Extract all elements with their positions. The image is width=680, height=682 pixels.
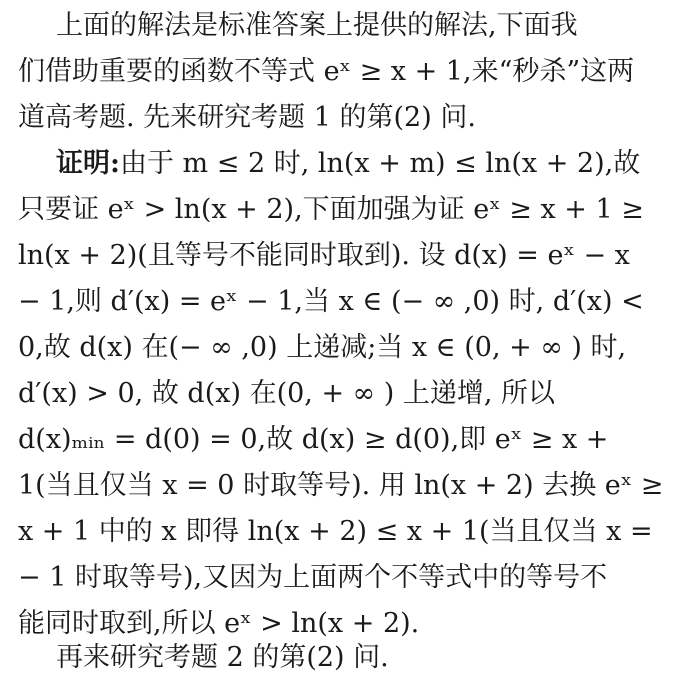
paragraph-line-3: 道高考题. 先来研究考题 1 的第(2) 问. (18, 102, 476, 133)
paragraph-last-line: 再来研究考题 2 的第(2) 问. (56, 642, 389, 673)
proof-line-2: 只要证 eˣ > ln(x + 2),下面加强为证 eˣ ≥ x + 1 ≥ (18, 194, 644, 225)
proof-line-4: − 1,则 d′(x) = eˣ − 1,当 x ∈ (− ∞ ,0) 时, d′(x) < (18, 286, 644, 317)
proof-line-10: − 1 时取等号),又因为上面两个不等式中的等号不 (18, 562, 608, 593)
proof-label: 证明: (56, 148, 120, 179)
proof-line-6: d′(x) > 0, 故 d(x) 在(0, + ∞ ) 上递增, 所以 (18, 378, 556, 409)
proof-line-7: d(x)ₘᵢₙ = d(0) = 0,故 d(x) ≥ d(0),即 eˣ ≥ x + (18, 424, 609, 455)
proof-line-5: 0,故 d(x) 在(− ∞ ,0) 上递减;当 x ∈ (0, + ∞ ) 时, (18, 332, 627, 363)
proof-line-9: x + 1 中的 x 即得 ln(x + 2) ≤ x + 1(当且仅当 x = (18, 516, 653, 547)
paragraph-line-2: 们借助重要的函数不等式 eˣ ≥ x + 1,来“秒杀”这两 (18, 56, 635, 87)
proof-line-11: 能同时取到,所以 eˣ > ln(x + 2). (18, 608, 420, 639)
paragraph-line-1: 上面的解法是标准答案上提供的解法,下面我 (56, 10, 578, 41)
proof-line-8: 1(当且仅当 x = 0 时取等号). 用 ln(x + 2) 去换 eˣ ≥ (18, 470, 664, 501)
proof-line-1: 证明:由于 m ≤ 2 时, ln(x + m) ≤ ln(x + 2),故 (56, 148, 641, 179)
proof-line-3: ln(x + 2)(且等号不能同时取到). 设 d(x) = eˣ − x (18, 240, 630, 271)
